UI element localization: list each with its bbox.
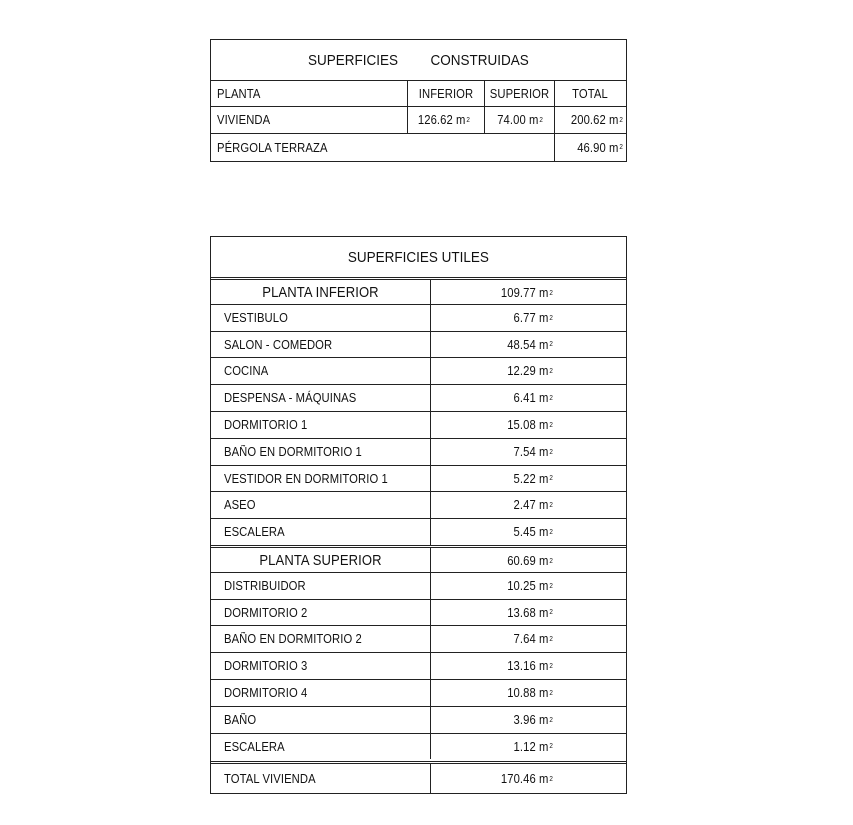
room-value: 1.12 m 2 [513,739,553,754]
header-superior: SUPERIOR [489,87,550,101]
room-row [211,331,626,357]
room-label: ASEO [224,498,256,512]
utiles-title [211,237,626,277]
room-row [211,733,626,759]
vivienda-label: VIVIENDA [217,113,271,127]
room-row [211,304,626,331]
total-vivienda-row [211,761,626,794]
construidas-title-b: CONSTRUIDAS [430,51,529,69]
utiles-title-text: SUPERFICIES UTILES [347,248,490,266]
room-row [211,652,626,679]
pergola-total: 46.90 m 2 [577,140,623,155]
room-row [211,706,626,733]
room-row [211,679,626,706]
room-row [211,438,626,465]
superficies-construidas-table [210,39,627,162]
vivienda-superior: 74.00 m 2 [497,113,543,127]
room-row [211,357,626,384]
construidas-title [211,40,626,80]
room-label: DORMITORIO 1 [224,418,308,432]
room-label: DORMITORIO 4 [224,686,308,700]
room-row [211,518,626,545]
room-value: 6.41 m 2 [513,391,553,405]
room-label: SALON - COMEDOR [224,337,333,352]
room-label: BAÑO [224,713,257,727]
room-row [211,465,626,491]
vivienda-row [211,106,626,133]
room-row [211,625,626,652]
room-label: DISTRIBUIDOR [224,579,306,593]
room-value: 13.16 m 2 [507,659,553,673]
room-label: DORMITORIO 2 [224,605,308,620]
room-row [211,491,626,518]
room-label: ESCALERA [224,525,285,539]
room-value: 5.22 m 2 [513,471,553,486]
pergola-row [211,133,626,161]
vivienda-inferior: 126.62 m 2 [417,113,470,127]
total-vivienda-label: TOTAL VIVIENDA [224,772,316,786]
total-vivienda-value: 170.46 m 2 [500,772,553,786]
room-label: BAÑO EN DORMITORIO 1 [224,445,362,459]
section-label: PLANTA SUPERIOR [259,553,382,569]
room-value: 2.47 m 2 [513,498,553,512]
room-row [211,411,626,438]
room-value: 10.25 m 2 [507,579,553,593]
room-label: ESCALERA [224,739,285,754]
room-value: 13.68 m 2 [507,605,553,620]
header-total: TOTAL [572,87,608,101]
room-row [211,384,626,411]
room-value: 15.08 m 2 [507,418,553,432]
construidas-header-row [211,80,626,107]
room-value: 3.96 m 2 [513,713,553,727]
room-value: 5.45 m 2 [513,525,553,539]
room-label: DESPENSA - MÁQUINAS [224,391,357,405]
room-label: DORMITORIO 3 [224,659,308,673]
pergola-label: PÉRGOLA TERRAZA [217,140,328,155]
vivienda-total: 200.62 m 2 [570,113,623,127]
room-value: 48.54 m 2 [507,337,553,352]
section-value: 60.69 m 2 [507,554,553,568]
section-label: PLANTA INFERIOR [262,285,379,301]
room-row [211,572,626,599]
room-value: 7.54 m 2 [513,445,553,459]
room-value: 10.88 m 2 [507,686,553,700]
room-value: 12.29 m 2 [507,364,553,378]
section-value: 109.77 m 2 [500,286,553,300]
room-label: VESTIDOR EN DORMITORIO 1 [224,471,388,486]
room-label: VESTIBULO [224,311,288,325]
room-label: BAÑO EN DORMITORIO 2 [224,632,362,646]
section-row [211,545,626,574]
room-label: COCINA [224,364,269,378]
superficies-utiles-table [210,236,627,794]
room-value: 6.77 m 2 [513,311,553,325]
header-inferior: INFERIOR [418,87,474,101]
construidas-title-a: SUPERFICIES [307,51,398,69]
room-row [211,599,626,625]
header-planta: PLANTA [217,87,261,101]
room-value: 7.64 m 2 [513,632,553,646]
section-row [211,277,626,306]
